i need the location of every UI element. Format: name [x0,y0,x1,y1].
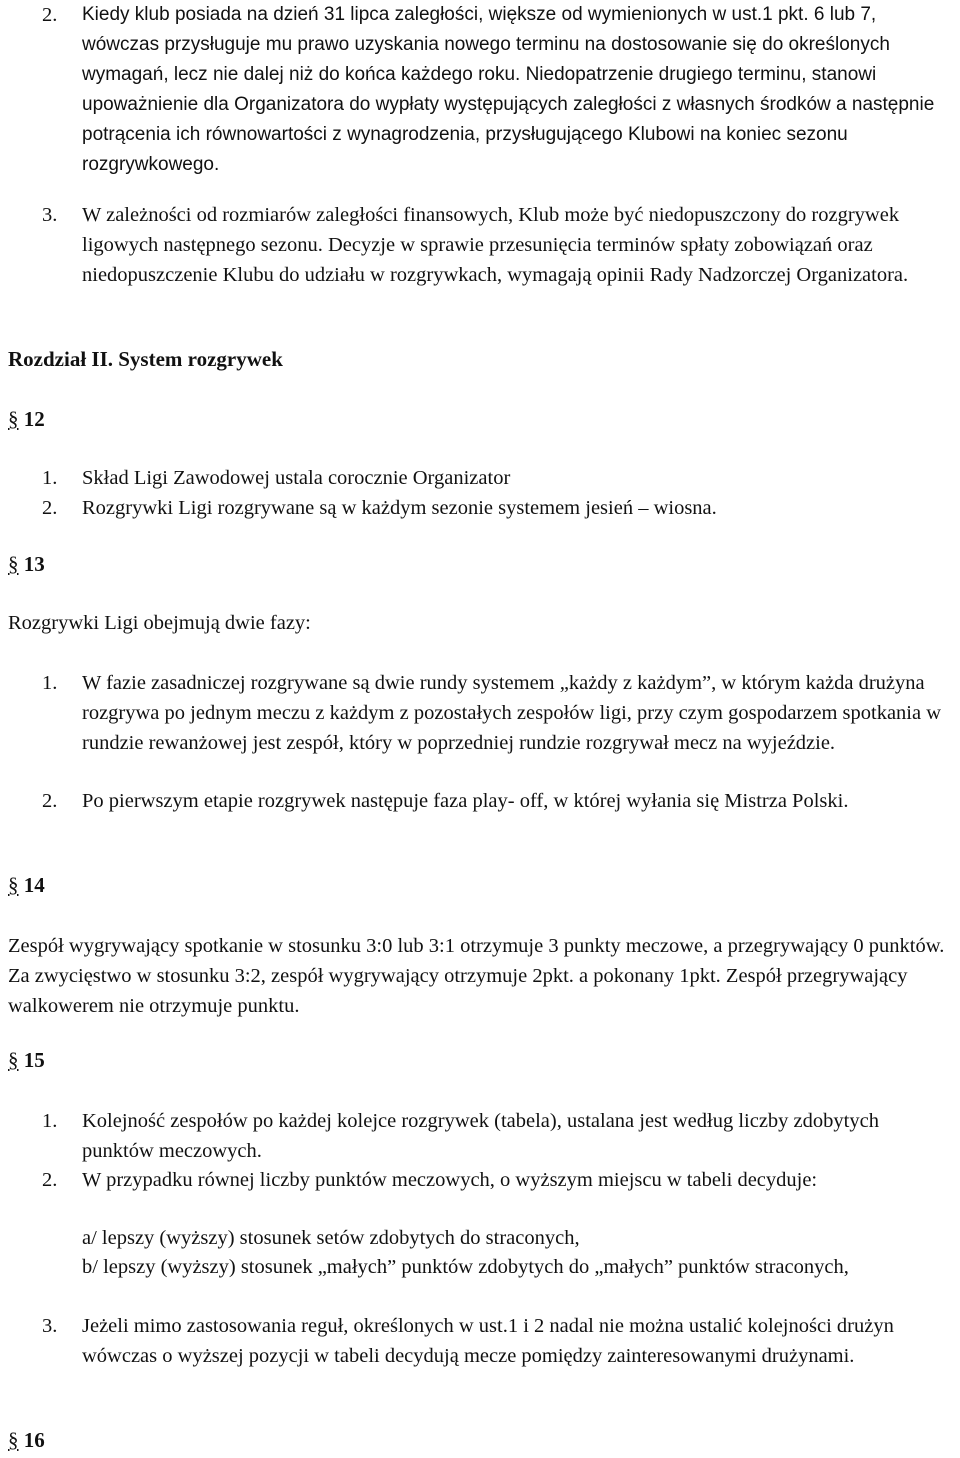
section-14-text: Zespół wygrywający spotkanie w stosunku 3:0 lub 3:1 otrzymuje 3 punkty meczowe, a przegrywający 0 punktów. Za zwycięstwo w stosunku 3:2, zespół wygrywający otrzymuje 2pkt. a pokonany 1pkt. Zespół przegrywający walkowerem nie otrzymuje punktu. [8,935,945,1017]
list-item: Jeżeli mimo zastosowania reguł, określonych w ust.1 i 2 nadal nie można ustalić kolejności drużyn wówczas o wyższej pozycji w tabeli decydują mecze pomiędzy zainteresowanymi drużynami. [82,1315,894,1367]
list-number: 3. [42,204,58,226]
list-item: Skład Ligi Zawodowej ustala corocznie Organizator [82,467,511,489]
section-16-heading [8,1428,45,1453]
sec11-paragraph-3-b: Decyzje w sprawie przesunięcia terminów spłaty zobowiązań oraz niedopuszczenie Klubu do udziału w rozgrywkach, wymagają opinii Rady Nadzorczej Organizatora. [82,234,909,286]
list-item: W fazie zasadniczej rozgrywane są dwie rundy systemem „każdy z każdym”, w którym każda drużyna rozgrywa po jednym meczu z każdym z pozostałych zespołów ligi, przy czym gospodarzem spotkania w rundzie rewanżowej jest zespół, który w poprzedniej rundzie rozgrywał mecz na wyjeździe. [82,672,942,754]
chapter-heading: Rozdział II. System rozgrywek [8,347,283,371]
list-number: 2. [42,1169,58,1191]
list-item: Rozgrywki Ligi rozgrywane są w każdym sezonie systemem jesień – wiosna. [82,497,717,519]
section-sign: § [8,1048,19,1072]
section-15-heading [8,1048,45,1073]
section-sign: § [8,552,19,576]
list-item: W przypadku równej liczby punktów meczowych, o wyższym miejscu w tabeli decyduje: [82,1169,818,1191]
list-subitem: b/ lepszy (wyższy) stosunek „małych” punktów zdobytych do „małych” punktów straconych, [82,1256,849,1278]
list-number: 1. [42,1110,58,1132]
section-13-intro: Rozgrywki Ligi obejmują dwie fazy: [8,612,311,634]
sec11-paragraph-3 [82,200,952,290]
list-item: Po pierwszym etapie rozgrywek następuje faza play- off, w której wyłania się Mistrza Polski. [82,790,849,812]
section-sign: § [8,1428,19,1452]
sec11-paragraph-2: Kiedy klub posiada na dzień 31 lipca zaległości, większe od wymienionych w ust.1 pkt. 6 lub 7, wówczas przysługuje mu prawo uzyskania nowego terminu na dostosowanie się do określonych wymagań, lecz nie dalej niż do końca każdego roku. Niedopatrzenie drugiego terminu, stanowi upoważnienie dla Organizatora do wypłaty występujących zaległości z własnych środków a następnie potrącenia ich równowartości z wynagrodzenia, przysługującego Klubowi na koniec sezonu rozgrywkowego. [82,4,935,175]
section-number: 15 [23,1048,45,1072]
section-number: 13 [23,552,45,576]
section-14-heading [8,873,45,898]
section-sign: § [8,407,19,431]
section-number: 16 [23,1428,45,1452]
section-sign: § [8,873,19,897]
list-subitem: a/ lepszy (wyższy) stosunek setów zdobytych do straconych, [82,1227,580,1249]
section-12-heading [8,407,45,432]
section-13-heading [8,552,45,577]
list-number: 2. [42,790,58,812]
list-item: Kolejność zespołów po każdej kolejce rozgrywek (tabela), ustalana jest według liczby zdobytych punktów meczowych. [82,1110,879,1162]
section-number: 12 [23,407,45,431]
list-number: 2. [42,4,58,26]
list-number: 2. [42,497,58,519]
list-number: 1. [42,467,58,489]
list-number: 1. [42,672,58,694]
list-number: 3. [42,1315,58,1337]
sec11-paragraph-3-a: W zależności od rozmiarów zaległości finansowych, Klub może być niedopuszczony do rozgrywek ligowych następnego sezonu. [82,204,900,256]
section-number: 14 [23,873,45,897]
